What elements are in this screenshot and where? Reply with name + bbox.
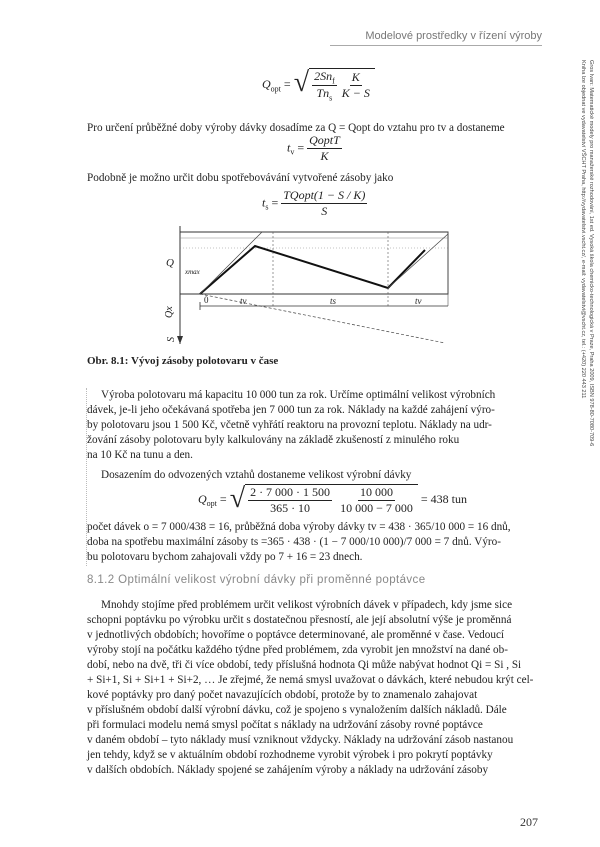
equation-ts: $t_s$ = $\frac{\text{TQopt(1 − S / K)}}{S}$: [262, 188, 366, 218]
example-line-6: Dosazením do odvozených vztahů dostaneme velikost výrobní dávky: [101, 469, 412, 481]
section-line-1: Mnohdy stojíme před problémem určit velikost výrobních dávek v případech, kdy jsme sice: [101, 599, 513, 611]
figure-caption: Obr. 8.1: Vývoj zásoby polotovaru v čase: [87, 355, 279, 367]
equation-qopt: $Q_{opt}$ = √ $\frac{2Sn_f}{Tn_s}$ $\frac{K}{K - S}$: [262, 68, 375, 103]
paragraph-2: Podobně je možno určit dobu spotřebovávání vytvořené zásoby jako: [87, 172, 394, 184]
example-line-5: na 10 Kč na tunu a den.: [87, 449, 193, 461]
section-line-5: dobí, nebo na dvě, tři či více období, tedy příslušná hodnota Qi může nabývat hodnot Qi = Si , Si: [87, 659, 522, 671]
consumption-diagonal: [200, 294, 445, 343]
diagram-frame: [180, 232, 448, 294]
inventory-sawtooth: [200, 246, 425, 294]
example-line-4: žování zásoby polotovaru byly kalkulovány na základě zkušeností z minulého roku: [87, 434, 460, 446]
inventory-diagram: [160, 226, 460, 348]
section-line-10: v daném období – tyto náklady musí vzniknout vždycky. Náklady na udržování zásob nastanou: [87, 734, 514, 746]
label-Q: Q: [166, 257, 174, 269]
result-line-3: bu polotovaru bychom zahajovali vždy po 7 + 16 = 23 dnech.: [87, 551, 363, 563]
section-line-11: jen tehdy, když se v aktuálním období rozhodneme vyrobit výrobek i pro pokrytí poptávky: [87, 749, 493, 761]
page-number: 207: [520, 815, 538, 829]
section-line-7: kové poptávky pro daný počet navazujících období, protože by to znamenalo zahajovat: [87, 689, 478, 701]
side-note-line1: Gros Ivan: Matematické modely pro manažerské rozhodování, 1st ed. Vysoká škola chemicko-technologická v Praze, Praha 2009, ISBN 978-80-7080-709-6: [588, 60, 594, 447]
example-line-3: by polotovaru jsou 1 500 Kč, včetně vyhřátí reaktoru na provozní teplotu. Náklady na udr-: [87, 419, 492, 431]
label-S: S: [166, 337, 177, 342]
section-line-12: v dalších obdobích. Náklady spojené se zahájením výroby a náklady na udržování zásoby: [87, 764, 489, 776]
side-note-line2: Kniha lze objednat ve vydavatelství VŠCHT Praha, http://vydavatelstvi.vscht.cz/, e-mail: vydavatelstvi@vscht.cz, tel.: (+420) 220 443 211: [580, 60, 587, 399]
example-line-2: dávek, je-li jeho očekávaná spotřeba jen 7 000 tun za rok. Náklady na každé zahájení výro-: [87, 404, 495, 416]
label-xmax: xmax: [185, 268, 200, 276]
label-t2: ts: [330, 296, 337, 306]
running-header: Modelové prostředky v řízení výroby: [365, 30, 542, 42]
axis-arrow: [177, 336, 183, 344]
equation-numeric: $Q_{opt}$ = √ $\frac{2 \cdot 7 000 \cdot 1 500}{365 \cdot 10}$ $\frac{10 000}{10 000 - 7 000}$ = 438 tun: [198, 483, 467, 515]
section-heading: 8.1.2 Optimální velikost výrobní dávky při proměnné poptávce: [87, 574, 426, 586]
result-line-2: doba na spotřebu maximální zásoby ts =365 · 438 · (1 − 7 000/10 000)/7 000 = 7 dnů. Výro-: [87, 536, 501, 548]
side-note: [578, 60, 594, 580]
production-line-2: [388, 234, 448, 288]
result-line-1: počet dávek o = 7 000/438 = 16, průběžná doba výroby dávky tv = 438 · 365/10 000 = 16 dnů,: [87, 521, 511, 533]
section-line-9: při formulaci modelu nemá smysl počítat s náklady na udržování zásoby rovné poptávce: [87, 719, 483, 731]
section-line-6: + Si+1, Si + Si+1 + Si+2, … Je zřejmé, že nemá smysl uvažovat o dávkách, které nebudou krýt cel-: [87, 674, 534, 686]
label-Qx: Qx: [164, 306, 175, 318]
section-line-8: v příslušném období další výrobní dávku, což je spojeno s vynaložením dalších nákladů. Dále: [87, 704, 507, 716]
section-line-4: výroby stojí na počátku každého týdne před problémem, zda vyrobit jen množství na dané ob-: [87, 644, 508, 656]
header-rule: [330, 45, 542, 46]
production-line-1: [200, 232, 262, 294]
example-line-1: Výroba polotovaru má kapacitu 10 000 tun za rok. Určíme optimální velikost výrobních: [101, 389, 496, 401]
equation-tv: $t_v$ = $\frac{\text{QoptT}}{K}$: [287, 133, 340, 163]
label-t1: tv: [240, 296, 247, 306]
section-line-3: v jednotlivých obdobích; hovoříme o poptávce determinované, ale proměnné v čase. Vedoucí: [87, 629, 505, 641]
label-zero: 0: [204, 295, 209, 305]
section-line-2: schopni poptávku po výrobku určit s dostatečnou přesností, ale její absolutní výše je proměnná: [87, 614, 512, 626]
label-t3: tv: [415, 296, 422, 306]
paragraph-1: Pro určení průběžné doby výroby dávky dosadíme za Q = Qopt do vztahu pro tv a dostaneme: [87, 122, 505, 134]
